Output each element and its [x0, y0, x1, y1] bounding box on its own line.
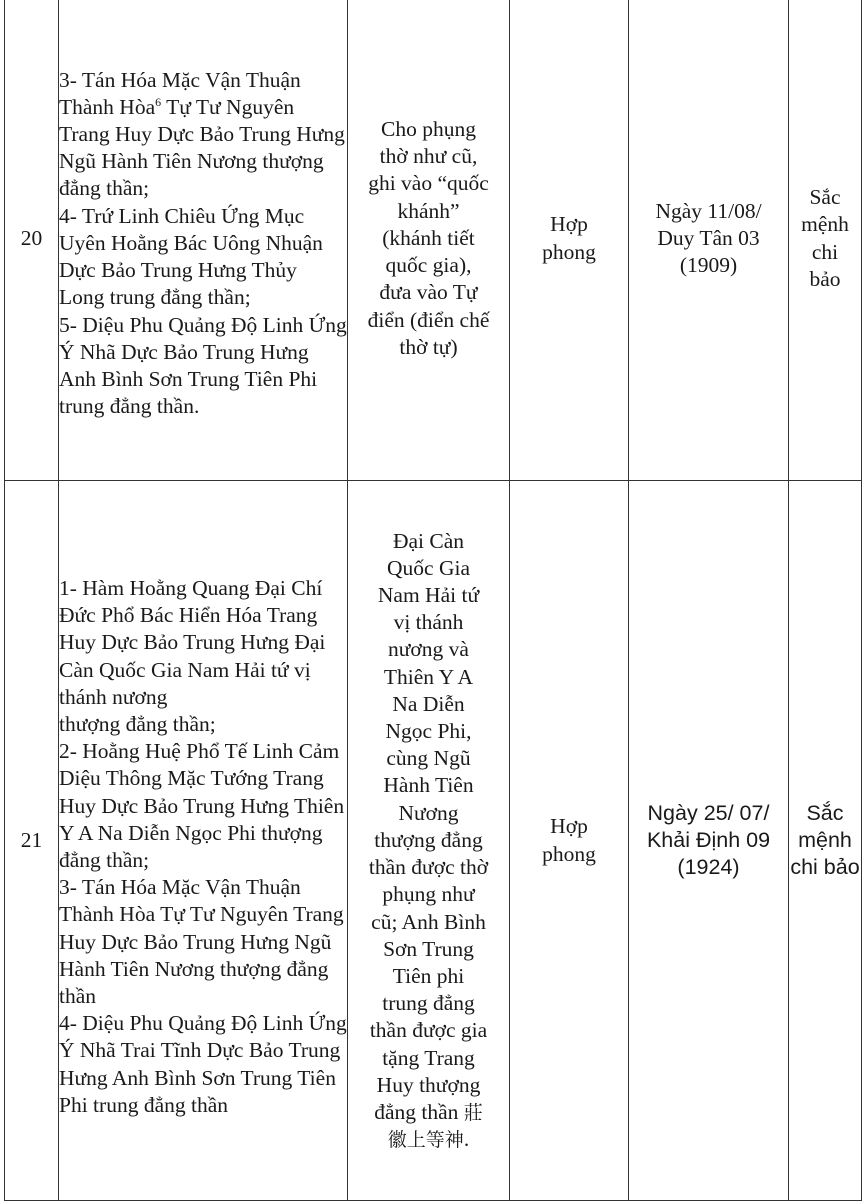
- deity-title-line: 3- Tán Hóa Mặc Vận Thuận Thành Hòa$^6$ Tự Tư Nguyên Trang Huy Dực Bảo Trung Hưng Ngũ Hành Tiên Nương thượng đẳng thần;: [59, 67, 345, 201]
- document-cell: Sắc mệnh chi bảo: [789, 481, 862, 1201]
- notes-end: .: [463, 1127, 470, 1152]
- notes-cell: [348, 481, 510, 1201]
- deity-title-line: thượng đẳng thần;: [59, 711, 216, 736]
- row-number: 21: [5, 481, 59, 1201]
- type-cell: Hợp phong: [510, 481, 629, 1201]
- notes-text: Đại Càn Quốc Gia Nam Hải tứ vị thánh nương và Thiên Y A Na Diễn Ngọc Phi, cùng Ngũ Hành Tiên Nương thượng đẳng thần được thờ phụng như cũ; Anh Bình Sơn Trung Tiên phi trung đẳng thần được gia tặng Trang Huy thượng: [368, 528, 489, 1097]
- document-cell: Sắc mệnh chi bảo: [789, 0, 862, 481]
- deity-title-line: 1- Hàm Hoằng Quang Đại Chí Đức Phổ Bác Hiển Hóa Trang Huy Dực Bảo Trung Hưng Đại Càn Quốc Gia Nam Hải tứ vị thánh nương: [59, 575, 326, 709]
- deity-title-line: 4- Trứ Linh Chiêu Ứng Mục Uyên Hoằng Bác Uông Nhuận Dực Bảo Trung Hưng Thủy Long trung đẳng thần;: [59, 203, 323, 310]
- date-cell: Ngày 25/ 07/ Khải Định 09 (1924): [629, 481, 789, 1201]
- date-cell: Ngày 11/08/ Duy Tân 03 (1909): [629, 0, 789, 481]
- table-row: [5, 0, 862, 481]
- deity-titles-cell: [59, 0, 348, 481]
- table-row: [5, 481, 862, 1201]
- notes-cell: Cho phụng thờ như cũ, ghi vào “quốc khánh” (khánh tiết quốc gia), đưa vào Tự điển (điển chế thờ tự): [348, 0, 510, 481]
- deity-titles-cell: [59, 481, 348, 1201]
- notes-tail: đẳng thần: [374, 1099, 464, 1124]
- type-cell: Hợp phong: [510, 0, 629, 481]
- deity-title-line: 3- Tán Hóa Mặc Vận Thuận Thành Hòa Tự Tư Nguyên Trang Huy Dực Bảo Trung Hưng Ngũ Hành Tiên Nương thượng đẳng thần: [59, 875, 344, 1009]
- decree-table: [4, 0, 862, 1201]
- deity-title-line: 4- Diệu Phu Quảng Độ Linh Ứng Ý Nhã Trai Tĩnh Dực Bảo Trung Hưng Anh Bình Sơn Trung Tiên Phi trung đẳng thần: [59, 1011, 347, 1117]
- deity-title-line: 2- Hoằng Huệ Phổ Tế Linh Cảm Diệu Thông Mặc Tướng Trang Huy Dực Bảo Trung Hưng Thiên Y A Na Diễn Ngọc Phi thượng đẳng thần;: [59, 739, 345, 872]
- notes-hanzi: 莊 徽上等神: [387, 1102, 483, 1152]
- row-number: 20: [5, 0, 59, 481]
- footnote-mark: 6: [155, 94, 162, 109]
- deity-title-line: 5- Diệu Phu Quảng Độ Linh Ứng Ý Nhã Dực Bảo Trung Hưng Anh Bình Sơn Trung Tiên Phi trung đẳng thần.: [59, 312, 347, 419]
